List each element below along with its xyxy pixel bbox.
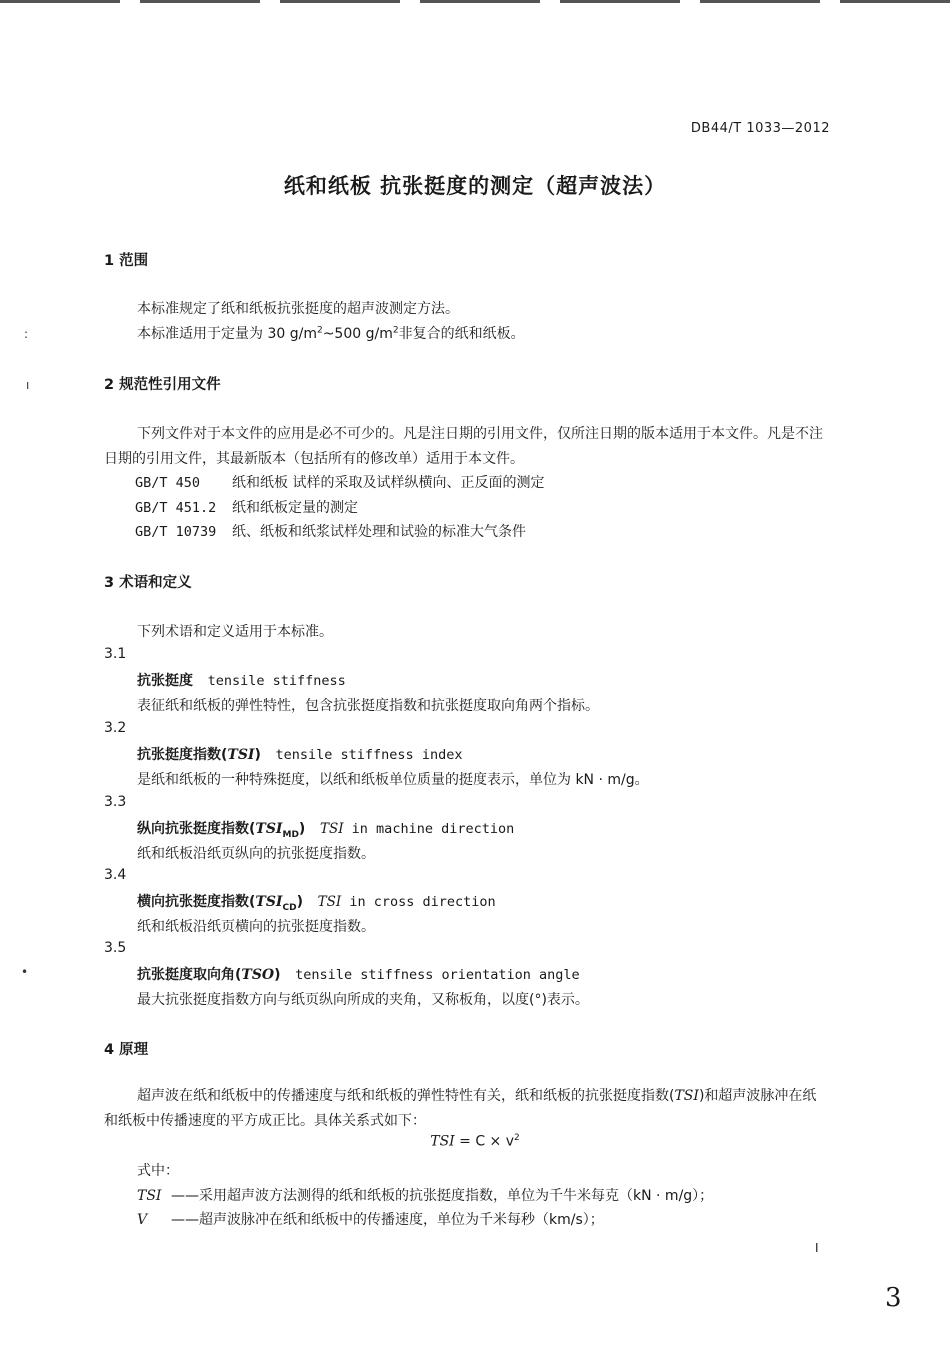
section-1-para-1: 本标准规定了纸和纸板抗张挺度的超声波测定方法。 [137,301,459,317]
term-3-2: 抗张挺度指数(TSI) tensile stiffness index [137,747,463,763]
term-3-5: 抗张挺度取向角(TSO) tensile stiffness orientation angle [137,967,580,983]
formula: TSI = $C \times v^2$ [430,1133,520,1150]
footer-mark: I [815,1241,819,1255]
section-4-heading: 4 原理 [104,1042,149,1058]
section-1-heading: 1 范围 [104,253,149,269]
reference-item: GB/T 451.2 纸和纸板定量的测定 [135,500,358,516]
term-number: 3.1 [104,646,127,662]
section-2-intro: 下列文件对于本文件的应用是必不可少的。凡是注日期的引用文件，仅所注日期的版本适用于本文件。凡是不注日期的引用文件，其最新版本（包括所有的修改单）适用于本文件。 [104,426,823,467]
margin-mark: ı [26,378,30,392]
reference-item: GB/T 10739 纸、纸板和纸浆试样处理和试验的标准大气条件 [135,524,526,540]
page-top-border [0,0,950,3]
section-2-heading: 2 规范性引用文件 [104,377,221,393]
variable-definition: TSI ——采用超声波方法测得的纸和纸板的抗张挺度指数，单位为千牛米每克（kN · m/g）； [137,1188,714,1204]
reference-item: GB/T 450 纸和纸板 试样的采取及试样纵横向、正反面的测定 [135,475,545,491]
variable-definition: V ——超声波脉冲在纸和纸板中的传播速度，单位为千米每秒（km/s）； [137,1212,604,1228]
term-number: 3.5 [104,940,127,956]
term-3-1: 抗张挺度 tensile stiffness [137,673,346,689]
term-number: 3.3 [104,794,127,810]
term-number: 3.2 [104,720,127,736]
term-number: 3.4 [104,867,127,883]
definition-3-1: 表征纸和纸板的弹性特性，包含抗张挺度指数和抗张挺度取向角两个指标。 [137,698,599,714]
definition-3-2: 是纸和纸板的一种特殊挺度，以纸和纸板单位质量的挺度表示，单位为 kN · m/g。 [137,772,649,788]
definition-3-5: 最大抗张挺度指数方向与纸页纵向所成的夹角，又称板角，以度(°)表示。 [137,992,589,1008]
standard-code: DB44/T 1033—2012 [690,121,830,136]
section-1-para-2: 本标准适用于定量为 30 $g/m^2\sim 500$ $g/m^2$非复合的纸和纸板。 [137,325,525,342]
term-3-4: 横向抗张挺度指数$(TSI_{CD})$ TSI in cross direction [137,894,496,913]
term-3-3: 纵向抗张挺度指数$(TSI_{MD})$ TSI in machine direction [137,821,515,840]
definition-3-3: 纸和纸板沿纸页纵向的抗张挺度指数。 [137,846,375,862]
page-number: 3 [885,1283,902,1313]
section-3-intro: 下列术语和定义适用于本标准。 [137,624,333,640]
document-title: 纸和纸板 抗张挺度的测定（超声波法） [283,174,667,198]
section-3-heading: 3 术语和定义 [104,575,192,591]
margin-mark: • [21,965,29,979]
section-4-para: 超声波在纸和纸板中的传播速度与纸和纸板的弹性特性有关，纸和纸板的抗张挺度指数(TSI)和超声波脉冲在纸和纸板中传播速度的平方成正比。具体关系式如下： [104,1088,817,1129]
margin-mark: : [24,327,29,341]
definition-3-4: 纸和纸板沿纸页横向的抗张挺度指数。 [137,919,375,935]
where-label: 式中： [137,1163,179,1179]
